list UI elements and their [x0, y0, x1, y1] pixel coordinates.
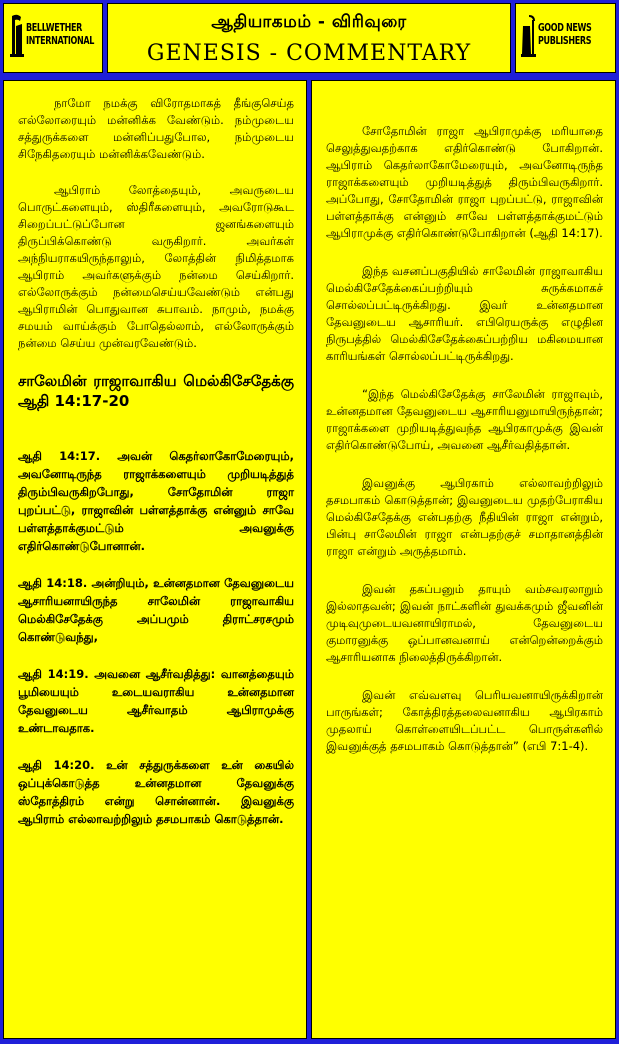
left-paragraph-1: நாமோ நமக்கு விரோதமாகத் தீங்குசெய்த எல்லோரையும் மன்னிக்க வேண்டும். நம்முடைய சத்துருக்களை மன்னிப்பதுபோல, நம்முடைய சிநேகிதரையும் மன்னிக்கவேண்டும். [18, 96, 294, 161]
title-box [107, 3, 511, 73]
bellwether-sheep-icon [9, 14, 25, 58]
verse-14-19: ஆதி 14:19. அவனை ஆசீர்வதித்து: வானத்தையும் பூமியையும் உடையவராகிய உன்னதமான தேவனுடைய ஆசீர்வாதம் ஆபிராமுக்கு உண்டாவதாக. [18, 667, 294, 735]
right-paragraph-3: “இந்த மெல்கிசேதேக்கு சாலேமின் ராஜாவும், உன்னதமான தேவனுடைய ஆசாரியனுமாயிருந்தான்; ராஜாக்களை முறியடித்துவந்த ஆபிரகாமுக்கு இவன் எதிர்கொண்டுபோய், அவனை ஆசீர்வதித்தான். [326, 387, 603, 452]
logo-right-line2: PUBLISHERS [538, 35, 592, 47]
right-paragraph-1: சோதோமின் ராஜா ஆபிராமுக்கு மரியாதை செலுத்துவதற்காக எதிர்கொண்டு போகிறான். ஆபிராம் கெதர்லாகோமேரையும், அவனோடிருந்த ராஜாக்களையும் முறியடித்துத் திரும்பிவருகிறார். அப்போது, சோதோமின் ராஜா புறப்பட்டு, ராஜாவின் பள்ளத்தாக்கு என்னும் சாவே பள்ளத்தாக்குமட்டும் ஆபிராமுக்கு எதிர்கொண்டுபோகிறான் (ஆதி 14:17). [326, 124, 603, 240]
left-column [3, 80, 307, 1039]
right-paragraph-4: இவனுக்கு ஆபிரகாம் எல்லாவற்றிலும் தசமபாகம் கொடுத்தான்; இவனுடைய முதற்பேராகிய மெல்கிசேதேக்கு என்பதற்கு நீதியின் ராஜா என்றும், பின்பு சாலேமின் ராஜா என்பதற்குச் சமாதானத்தின் ராஜா என்றும் அருத்தமாம். [326, 476, 603, 558]
right-column [311, 80, 616, 1039]
right-paragraph-2: இந்த வசனப்பகுதியில் சாலேமின் ராஜாவாகிய மெல்கிசேதேக்கைப்பற்றியும் சுருக்கமாகச் சொல்லப்பட்டிருக்கிறது. இவர் உன்னதமான தேவனுடைய ஆசாரியர். எபிரெயருக்கு எழுதின நிருபத்தில் மெல்கிசேதேக்கைப்பற்றிய மகிமையான காரியங்கள் சொல்லப்பட்டிருக்கிறது. [326, 264, 603, 363]
good-news-logo-text [538, 22, 591, 48]
logo-right-line1: GOOD NEWS [538, 22, 592, 34]
good-news-logo [515, 3, 616, 73]
verse-14-20: ஆதி 14:20. உன் சத்துருக்களை உன் கையில் ஒப்புக்கொடுத்த உன்னதமான தேவனுக்கு ஸ்தோத்திரம் என்று சொன்னான். இவனுக்கு ஆபிராம் எல்லாவற்றிலும் தசமபாகம் கொடுத்தான். [18, 758, 294, 826]
title-english: GENESIS - COMMENTARY [146, 41, 472, 66]
verse-14-17: ஆதி 14:17. அவன் கெதர்லாகோமேரையும், அவனோடிருந்த ராஜாக்களையும் முறியடித்துத் திரும்பிவருகிறபோது, சோதோமின் ராஜா புறப்பட்டு, ராஜாவின் பள்ளத்தாக்கு என்னும் சாவே பள்ளத்தாக்குமட்டும் அவனுக்கு எதிர்கொண்டுபோனான். [18, 449, 294, 553]
right-paragraph-6: இவன் எவ்வளவு பெரியவனாயிருக்கிறான் பாருங்கள்; கோத்திரத்தலைவனாகிய ஆபிரகாம் முதலாய் கொள்ளையிடப்பட்ட பொருள்களில் இவனுக்குத் தசமபாகம் கொடுத்தான்” (எபி 7:1-4). [326, 688, 603, 753]
good-news-shepherd-icon [521, 14, 537, 58]
title-tamil: ஆதியாகமம் - விரிவுரை [211, 12, 407, 32]
verse-14-18: ஆதி 14:18. அன்றியும், உன்னதமான தேவனுடைய ஆசாரியனாயிருந்த சாலேமின் ராஜாவாகிய மெல்கிசேதேக்கு அப்பமும் திராட்சரசமும் கொண்டுவந்து, [18, 576, 294, 644]
section-heading: சாலேமின் ராஜாவாகிய மெல்கிசேதேக்கு ஆதி 14:17-20 [18, 372, 294, 410]
logo-left-line2: INTERNATIONAL [26, 35, 95, 47]
bellwether-logo-text [26, 22, 94, 48]
logo-left-line1: BELLWETHER [26, 22, 82, 34]
header [0, 0, 619, 78]
bellwether-logo [3, 3, 103, 73]
right-paragraph-5: இவன் தகப்பனும் தாயும் வம்சவரலாறும் இல்லாதவன்; இவன் நாட்களின் துவக்கமும் ஜீவனின் முடிவுமுடையவனாயிராமல், தேவனுடைய குமாரனுக்கு ஒப்பானவனாய் என்றென்றைக்கும் ஆசாரியனாக நிலைத்திருக்கிறான். [326, 582, 603, 664]
left-paragraph-2: ஆபிராம் லோத்தையும், அவருடைய பொருட்களையும், ஸ்திரீகளையும், அவரோடுகூட சிறைப்பட்டுப்போன ஜனங்களையும் திருப்பிக்கொண்டு வருகிறார். அவர்கள் அந்நியராகயிருந்தாலும், லோத்தின் நிமித்தமாக ஆபிராம் அவர்களுக்கும் நன்மை செய்கிறார். எல்லோருக்கும் நன்மைசெய்யவேண்டும் என்பது ஆபிராமின் பொதுவான சுபாவம். நாமும், நமக்கு சமயம் வாய்க்கும் போதெல்லாம், எல்லோருக்கும் நன்மை செய்ய முன்வரவேண்டும். [18, 183, 294, 350]
